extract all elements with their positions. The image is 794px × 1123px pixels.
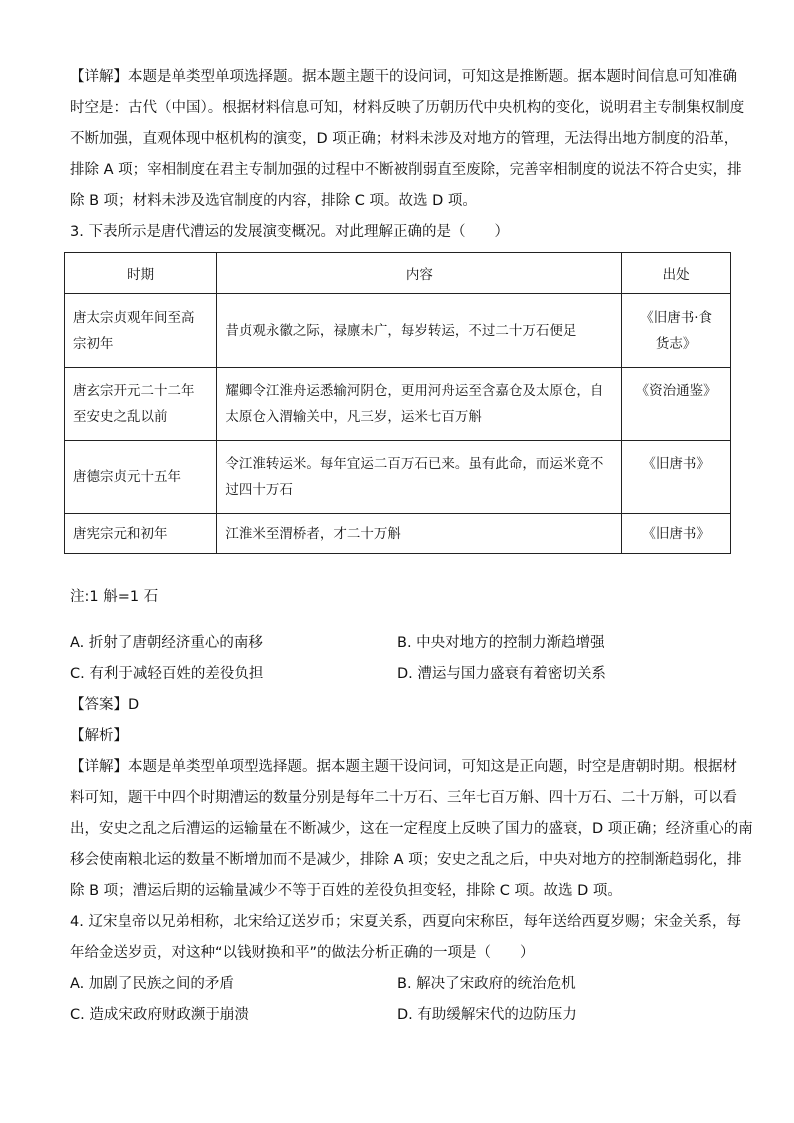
answer-label: 【答案】D <box>70 696 140 713</box>
cell-text: 宗初年 <box>73 335 114 352</box>
cell-text: 唐玄宗开元二十二年 <box>73 383 195 399</box>
analysis-line: 除 B 项；材料未涉及选官制度的内容，排除 C 项。故选 D 项。 <box>70 193 477 209</box>
option-b[interactable]: B. 解决了宋政府的统治危机 <box>397 975 576 992</box>
analysis-line: 【详解】本题是单类型单项选择题。据本题主题干的设问词，可知这是推断题。据本题时间信息可知准确 <box>70 69 737 85</box>
option-a[interactable]: A. 加剧了民族之间的矛盾 <box>70 975 234 992</box>
canal-transport-table <box>64 252 731 554</box>
q3-analysis <box>70 752 753 907</box>
analysis-line: 移会使南粮北运的数量不断增加而不是减少，排除 A 项；安史之乱之后，中央对地方的控制渐趋弱化，排 <box>70 851 742 868</box>
cell-text: 昔贞观永徽之际，禄廪未广，每岁转运，不过二十万石便足 <box>225 322 577 339</box>
cell-text: 太原仓入渭输关中，凡三岁，运米七百万斛 <box>225 409 482 425</box>
cell-text: 令江淮转运米。每年宜运二百万石已来。虽有此命，而运米竟不 <box>225 456 604 472</box>
option-a[interactable]: A. 折射了唐朝经济重心的南移 <box>70 634 263 651</box>
cell-text: 唐德宗贞元十五年 <box>73 469 181 485</box>
analysis-heading: 【解析】 <box>70 727 128 744</box>
option-c[interactable]: C. 造成宋政府财政濒于崩溃 <box>70 1006 249 1023</box>
option-c[interactable]: C. 有利于减轻百姓的差役负担 <box>70 665 264 682</box>
cell-period <box>65 368 217 441</box>
cell-source <box>622 294 731 368</box>
option-b[interactable]: B. 中央对地方的控制力渐趋增强 <box>397 634 605 651</box>
table-note: 注:1 斛=1 石 <box>70 589 159 605</box>
cell-source <box>622 441 731 514</box>
cell-text: 唐宪宗元和初年 <box>73 525 168 542</box>
cell-text: 货志》 <box>655 335 697 352</box>
cell-text: 过四十万石 <box>225 482 293 498</box>
cell-text: 江淮米至渭桥者，才二十万斛 <box>225 525 401 542</box>
analysis-line: 排除 A 项；宰相制度在君主专制加强的过程中不断被削弱直至废除，完善宰相制度的说法不符合史实，排 <box>70 162 742 178</box>
cell-period <box>65 441 217 514</box>
stem-line: 4. 辽宋皇帝以兄弟相称，北宋给辽送岁币；宋夏关系，西夏向宋称臣，每年送给西夏岁赐；宋金关系，每 <box>70 913 741 930</box>
cell-content <box>217 368 622 441</box>
cell-source <box>622 514 731 554</box>
cell-text: 耀卿令江淮舟运悉输河阴仓，更用河舟运至含嘉仓及太原仓，自 <box>225 383 604 399</box>
analysis-line: 除 B 项；漕运后期的运输量减少不等于百姓的差役负担变轻，排除 C 项。故选 D 项。 <box>70 882 622 899</box>
q2-analysis <box>70 62 745 217</box>
table-header-row <box>65 253 731 294</box>
analysis-line: 料可知，题干中四个时期漕运的数量分别是每年二十万石、三年七百万斛、四十万石、二十万斛，可以看 <box>70 789 737 806</box>
stem-line: 年给金送岁贡，对这种“以钱财换和平”的做法分析正确的一项是（ ） <box>70 944 535 961</box>
table-row <box>65 294 731 368</box>
cell-text: 《资治通鉴》 <box>635 383 717 399</box>
cell-content <box>217 441 622 514</box>
cell-period <box>65 514 217 554</box>
analysis-line: 出，安史之乱之后漕运的运输量在不断减少，这在一定程度上反映了国力的盛衰，D 项正确；经济重心的南 <box>70 820 753 837</box>
cell-text: 《旧唐书·食 <box>640 309 713 326</box>
cell-content <box>217 294 622 368</box>
question-3-options <box>70 628 730 690</box>
analysis-line: 时空是：古代（中国）。根据材料信息可知，材料反映了历朝历代中央机构的变化，说明君主专制集权制度 <box>70 100 745 116</box>
cell-source <box>622 368 731 441</box>
cell-period <box>65 294 217 368</box>
cell-text: 《旧唐书》 <box>642 456 710 472</box>
cell-text: 唐太宗贞观年间至高 <box>73 309 195 326</box>
header-period: 时期 <box>65 253 217 294</box>
document-page <box>70 62 753 1031</box>
cell-text: 《旧唐书》 <box>642 525 710 542</box>
cell-text: 至安史之乱以前 <box>73 409 168 425</box>
question-4-stem <box>70 907 741 969</box>
analysis-line: 不断加强，直观体现中枢机构的演变，D 项正确；材料未涉及对地方的管理，无法得出地方制度的沿革， <box>70 131 739 147</box>
table-row <box>65 368 731 441</box>
table-row <box>65 514 731 554</box>
table-row <box>65 441 731 514</box>
analysis-line: 【详解】本题是单类型单项型选择题。据本题主题干设问词，可知这是正向题，时空是唐朝时期。根据材 <box>70 758 737 775</box>
header-source: 出处 <box>622 253 731 294</box>
question-4-options <box>70 969 730 1031</box>
option-d[interactable]: D. 漕运与国力盛衰有着密切关系 <box>397 665 606 682</box>
option-d[interactable]: D. 有助缓解宋代的边防压力 <box>397 1006 577 1023</box>
cell-content <box>217 514 622 554</box>
question-3-stem: 3. 下表所示是唐代漕运的发展演变概况。对此理解正确的是（ ） <box>70 224 509 240</box>
header-content: 内容 <box>217 253 622 294</box>
